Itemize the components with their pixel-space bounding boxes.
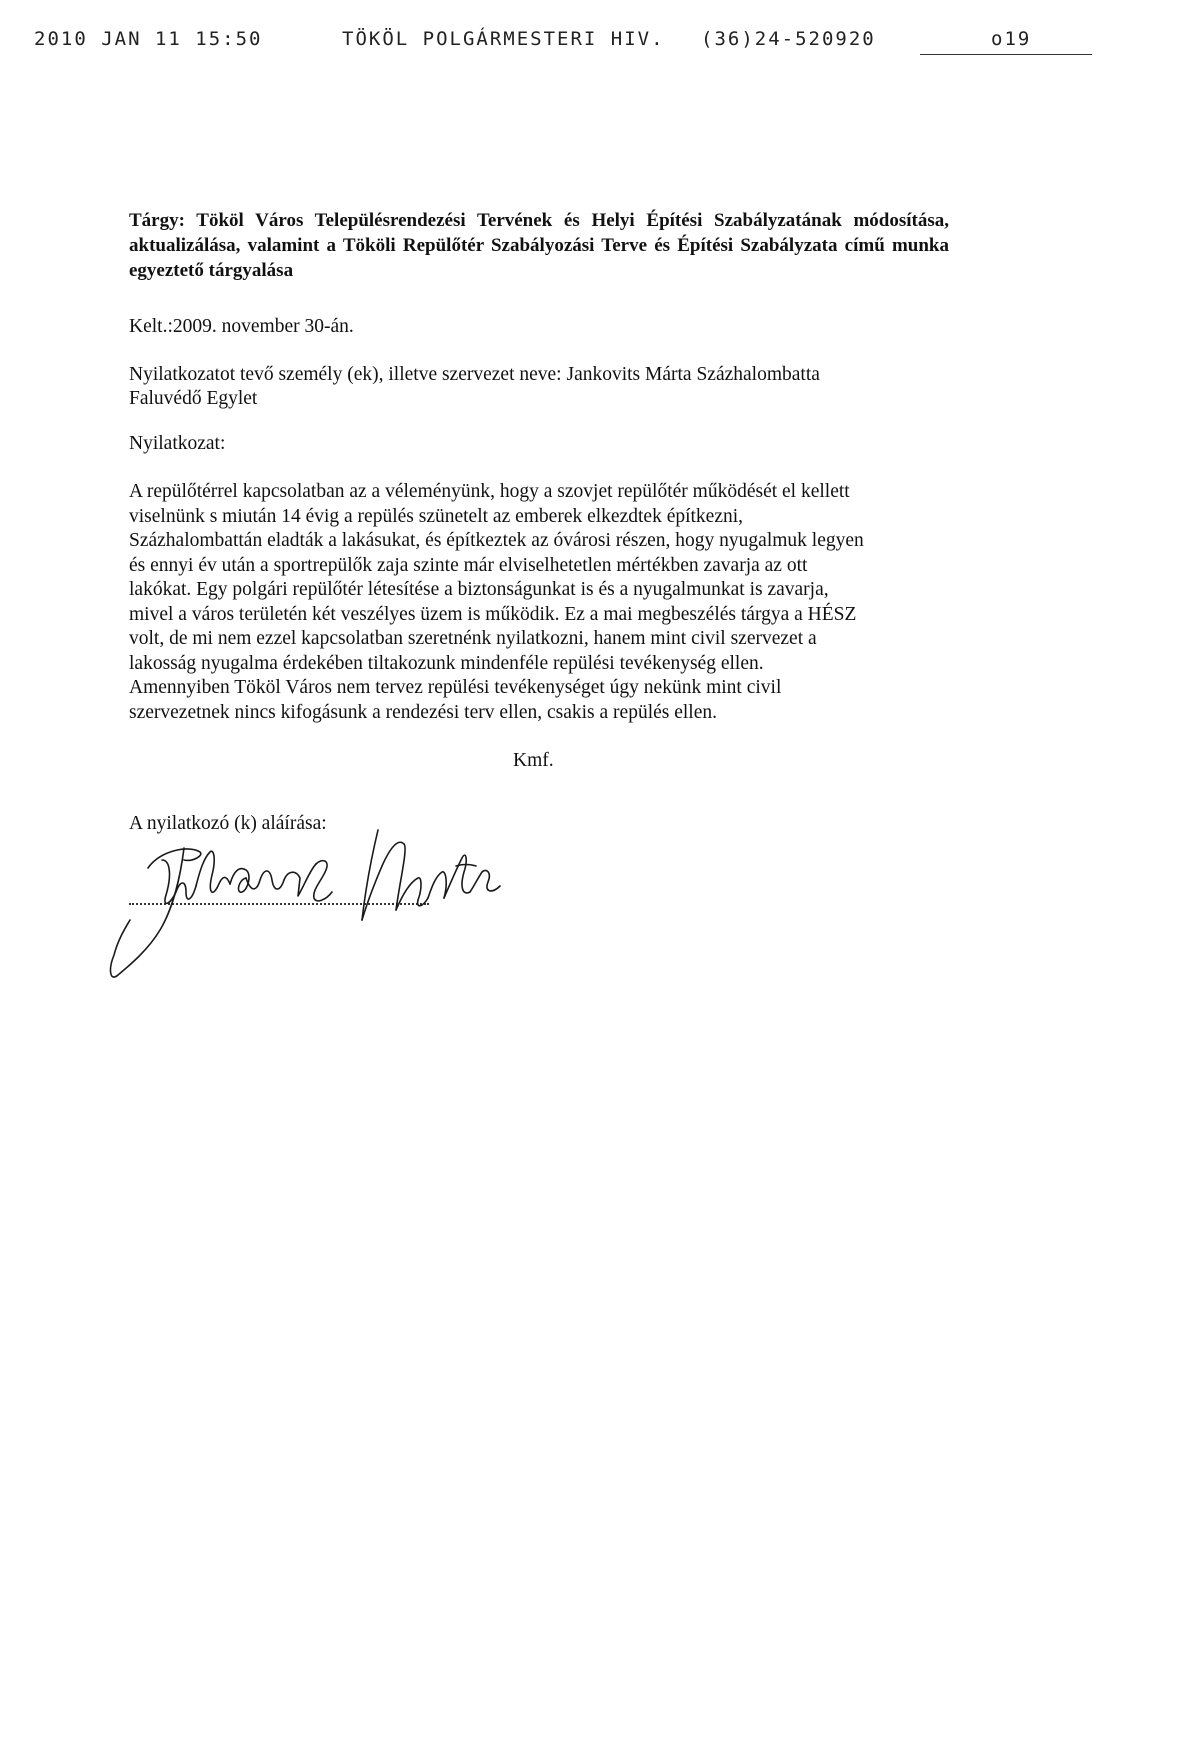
handwritten-signature (100, 800, 540, 990)
fax-header-rule (920, 54, 1092, 55)
declaration-line: mivel a város területén két veszélyes üzem is működik. Ez a mai megbeszélés tárgya a HÉSZ (129, 603, 857, 625)
document-body (129, 208, 949, 836)
declaration-line: lakosság nyugalma érdekében tiltakozunk mindenféle repülési tevékenység ellen. (129, 652, 764, 674)
declarant-name-line: Faluvédő Egylet (129, 388, 258, 409)
declaration-line: Amennyiben Tököl Város nem tervez repülési tevékenységet úgy nekünk mint civil (129, 677, 782, 698)
fax-date-time: 2010 JAN 11 15:50 (34, 28, 263, 50)
fax-header (34, 28, 1174, 58)
declarant-name-line: Nyilatkozatot tevő személy (ek), illetve szervezet neve: Jankovits Márta Százhalombatta (129, 363, 820, 385)
declarant-name-block (129, 363, 949, 412)
declaration-title: Nyilatkozat: (129, 432, 226, 454)
signature-label: A nyilatkozó (k) aláírása: (129, 812, 327, 834)
declaration-line: és ennyi év után a sportrepülők zaja szinte már elviselhetetlen mértékben zavarja az ott (129, 554, 808, 576)
fax-phone: (36)24-520920 (701, 28, 876, 50)
date-line: Kelt.:2009. november 30-án. (129, 316, 354, 337)
declaration-line: A repülőtérrel kapcsolatban az a véleményünk, hogy a szovjet repülőtér működését el kellett (129, 481, 850, 502)
declaration-text (129, 480, 949, 725)
fax-page-number: o19 (991, 28, 1032, 50)
declaration-line: volt, de mi nem ezzel kapcsolatban szeretnénk nyilatkozni, hanem mint civil szervezet a (129, 628, 817, 649)
closing-kmf: Kmf. (513, 750, 554, 771)
subject-heading: Tárgy: Tököl Város Településrendezési Tervének és Helyi Építési Szabályzatának módosítása, aktualizálása, valamint a Tököli Repülőtér Szabályozási Terve és Építési Szabályzata című munka egyeztető tárgyalása (129, 210, 949, 281)
declaration-line: viselnünk s miután 14 évig a repülés szünetelt az emberek elkezdtek építkezni, (129, 505, 744, 527)
declaration-line: szervezetnek nincs kifogásunk a rendezési terv ellen, csakis a repülés ellen. (129, 701, 717, 723)
declaration-line: Százhalombattán eladták a lakásukat, és építkeztek az óvárosi részen, hogy nyugalmuk legyen (129, 530, 864, 551)
fax-sender: TÖKÖL POLGÁRMESTERI HIV. (342, 28, 665, 50)
declaration-line: lakókat. Egy polgári repülőtér létesítése a biztonságunkat is és a nyugalmunkat is zavarja, (129, 579, 829, 600)
